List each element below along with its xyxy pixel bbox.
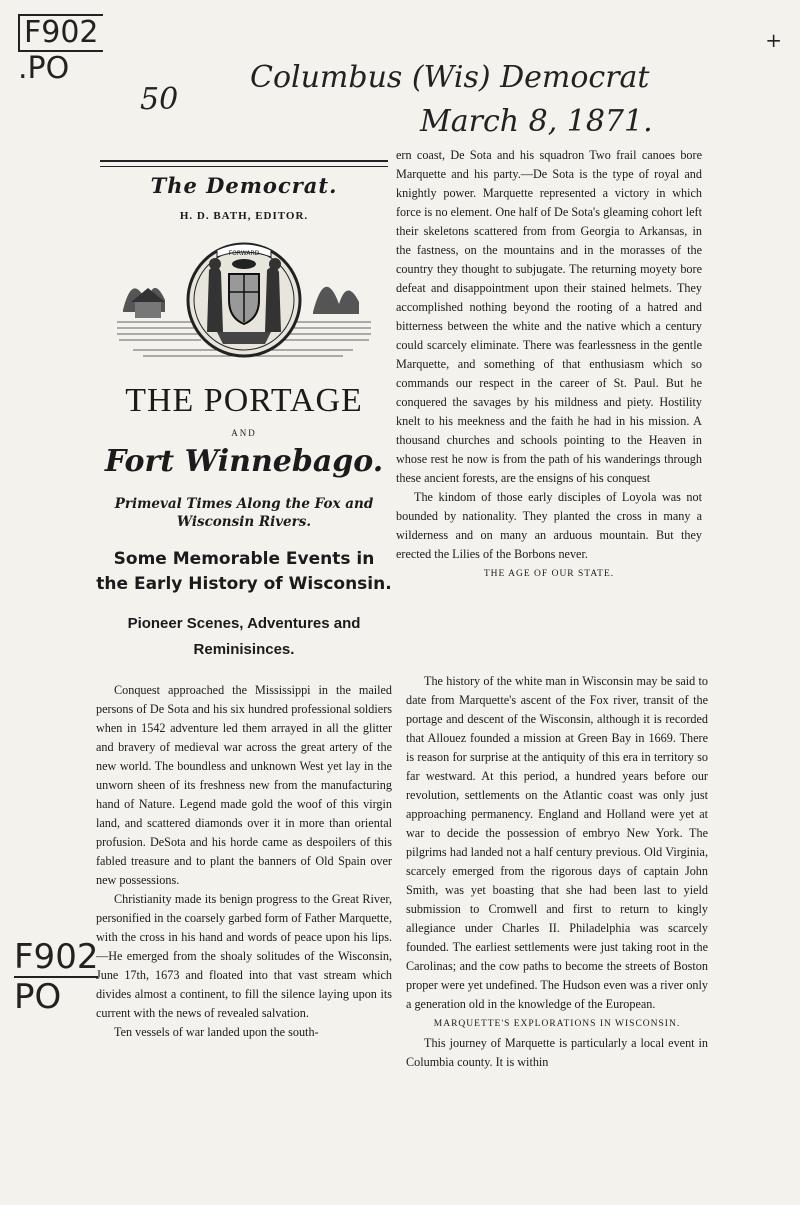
source-note-line2: March 8, 1871.: [420, 104, 653, 139]
headline-and: AND: [231, 428, 257, 438]
subheading-pioneer: Pioneer Scenes, Adventures and Reminisinces.: [127, 615, 361, 658]
sheet-number: 50: [140, 82, 179, 117]
paragraph: This journey of Marquette is particularly a local event in Columbia county. It is within: [406, 1036, 708, 1069]
paragraph: Conquest approached the Mississippi in the mailed persons of De Sota and his six hundred professional soldiers when in 1542 adventure led them arrayed in all the glitter and bravery of medieval war across the great artery of the new world. The boundless and unknown West yet lay in the unworn sheen of its freshness new from the manufacturing hand of Nature. Legend made gold the woof of this virgin land, and scattered diamonds over it in more than oriental profusion. DeSota and his horde came as despoilers of this fabled treasure and to plant the banners of Old Spain over new possessions.: [96, 683, 392, 887]
left-body-text: [96, 681, 392, 1042]
archive-code-top-line1: F902: [18, 14, 103, 52]
source-note-line1: Columbus (Wis) Democrat: [250, 60, 650, 95]
paragraph: Christianity made its benign progress to the Great River, personified in the coarsely garbed form of Father Marquette, with the cross in his hand and words of peace upon his lips.—He emerged from the shoaly solitudes of the Wisconsin, June 17th, 1673 and floated into that vast stream which divides almost a continent, to fill the silence laying upon its current with the news of revealed salvation.: [96, 892, 392, 1020]
paragraph: The history of the white man in Wisconsin may be said to date from Marquette's ascent of the Fox river, transit of the portage and descent of the Wisconsin, although it is recorded that Allouez founded a mission at Green Bay in 1669. There is reason for surprise at the antiquity of this era in territory so far westward. At this period, a hundred years before our revolution, settlements on the Atlantic coast was only just approaching permanency. England and Holland were yet at war to decide the possession of embryo New York. The pilgrims had landed not a half century previous. Old Virginia, scarcely emerged from the rigorous days of captain John Smith, was yet boasting that she had been last to yield submission to Cromwell and first to return to kingly allegiance under Charles II. Philadelphia was scarcely founded. The earliest settlements were just taking root in the Carolinas; and the cow paths to become the streets of Boston proper were yet undefined. The Hudson even was a river only a generation old in the knowledge of the European.: [406, 674, 708, 1011]
paragraph: ern coast, De Sota and his squadron Two frail canoes bore Marquette and his party.—De Sota is the type of royal and knightly power. Marquette represented a victory in which force is no element. One half of De Sota's gleaming cohort left their skeletons scattered from from Georgia to Arkansas, in the fastness, on the mountains and in the morasses of the country they thought to subjugate. The returning moyety bore defeat and disappointment upon their stained helmets. They accomplished nothing beyond the rooting of a hatred and bitterness between the white and the native which a century could scarcely eliminate. There was fearlessness in the gentle Marquette, and something of that enthusiasm which so commands our respect in the career of St. Paul. But he conquered the savages by his mildness and piety. Hostility knelt to his meekness and the faith he had in his mission. A thousand churches and schools pointing to the Heaven in whose rest he now is from the path of his wanderings through these ancient forests, are the ensigns of his conquest: [396, 148, 702, 485]
headline-title-line2: Fort Winnebago.: [104, 444, 384, 479]
right-column-upper: [396, 146, 702, 584]
editor-line: H. D. BATH, EDITOR.: [179, 210, 309, 222]
archive-code-mid-line1: F902: [14, 937, 99, 977]
left-column: [96, 160, 392, 1042]
subheading-primeval: Primeval Times Along the Fox and Wisconsin Rivers.: [114, 496, 374, 530]
archive-code-top: [18, 14, 103, 86]
wisconsin-seal-engraving: [113, 230, 375, 362]
section-heading-explorations: MARQUETTE'S EXPLORATIONS IN WISCONSIN.: [433, 1019, 681, 1029]
corner-mark: +: [765, 28, 782, 52]
paper-name: The Democrat.: [150, 173, 338, 198]
archive-code-top-line2: .PO: [18, 51, 70, 86]
archive-code-mid: [14, 938, 98, 1016]
masthead-rule: [100, 160, 388, 167]
archive-code-mid-line2: PO: [14, 977, 62, 1017]
paragraph: The kindom of those early disciples of Loyola was not bounded by nationality. They planted the cross in many a wilderness and on many an arduous mountain. But they erected the Lilies of the Borbons never.: [396, 490, 702, 561]
headline-title-line1: THE PORTAGE: [125, 382, 363, 419]
right-column-lower: [406, 672, 708, 1072]
paragraph: Ten vessels of war landed upon the south-: [114, 1025, 319, 1039]
section-heading-age: THE AGE OF OUR STATE.: [483, 569, 615, 579]
seal-motto: FORWARD: [228, 250, 260, 257]
subheading-memorable: Some Memorable Events in the Early History of Wisconsin.: [96, 549, 392, 594]
